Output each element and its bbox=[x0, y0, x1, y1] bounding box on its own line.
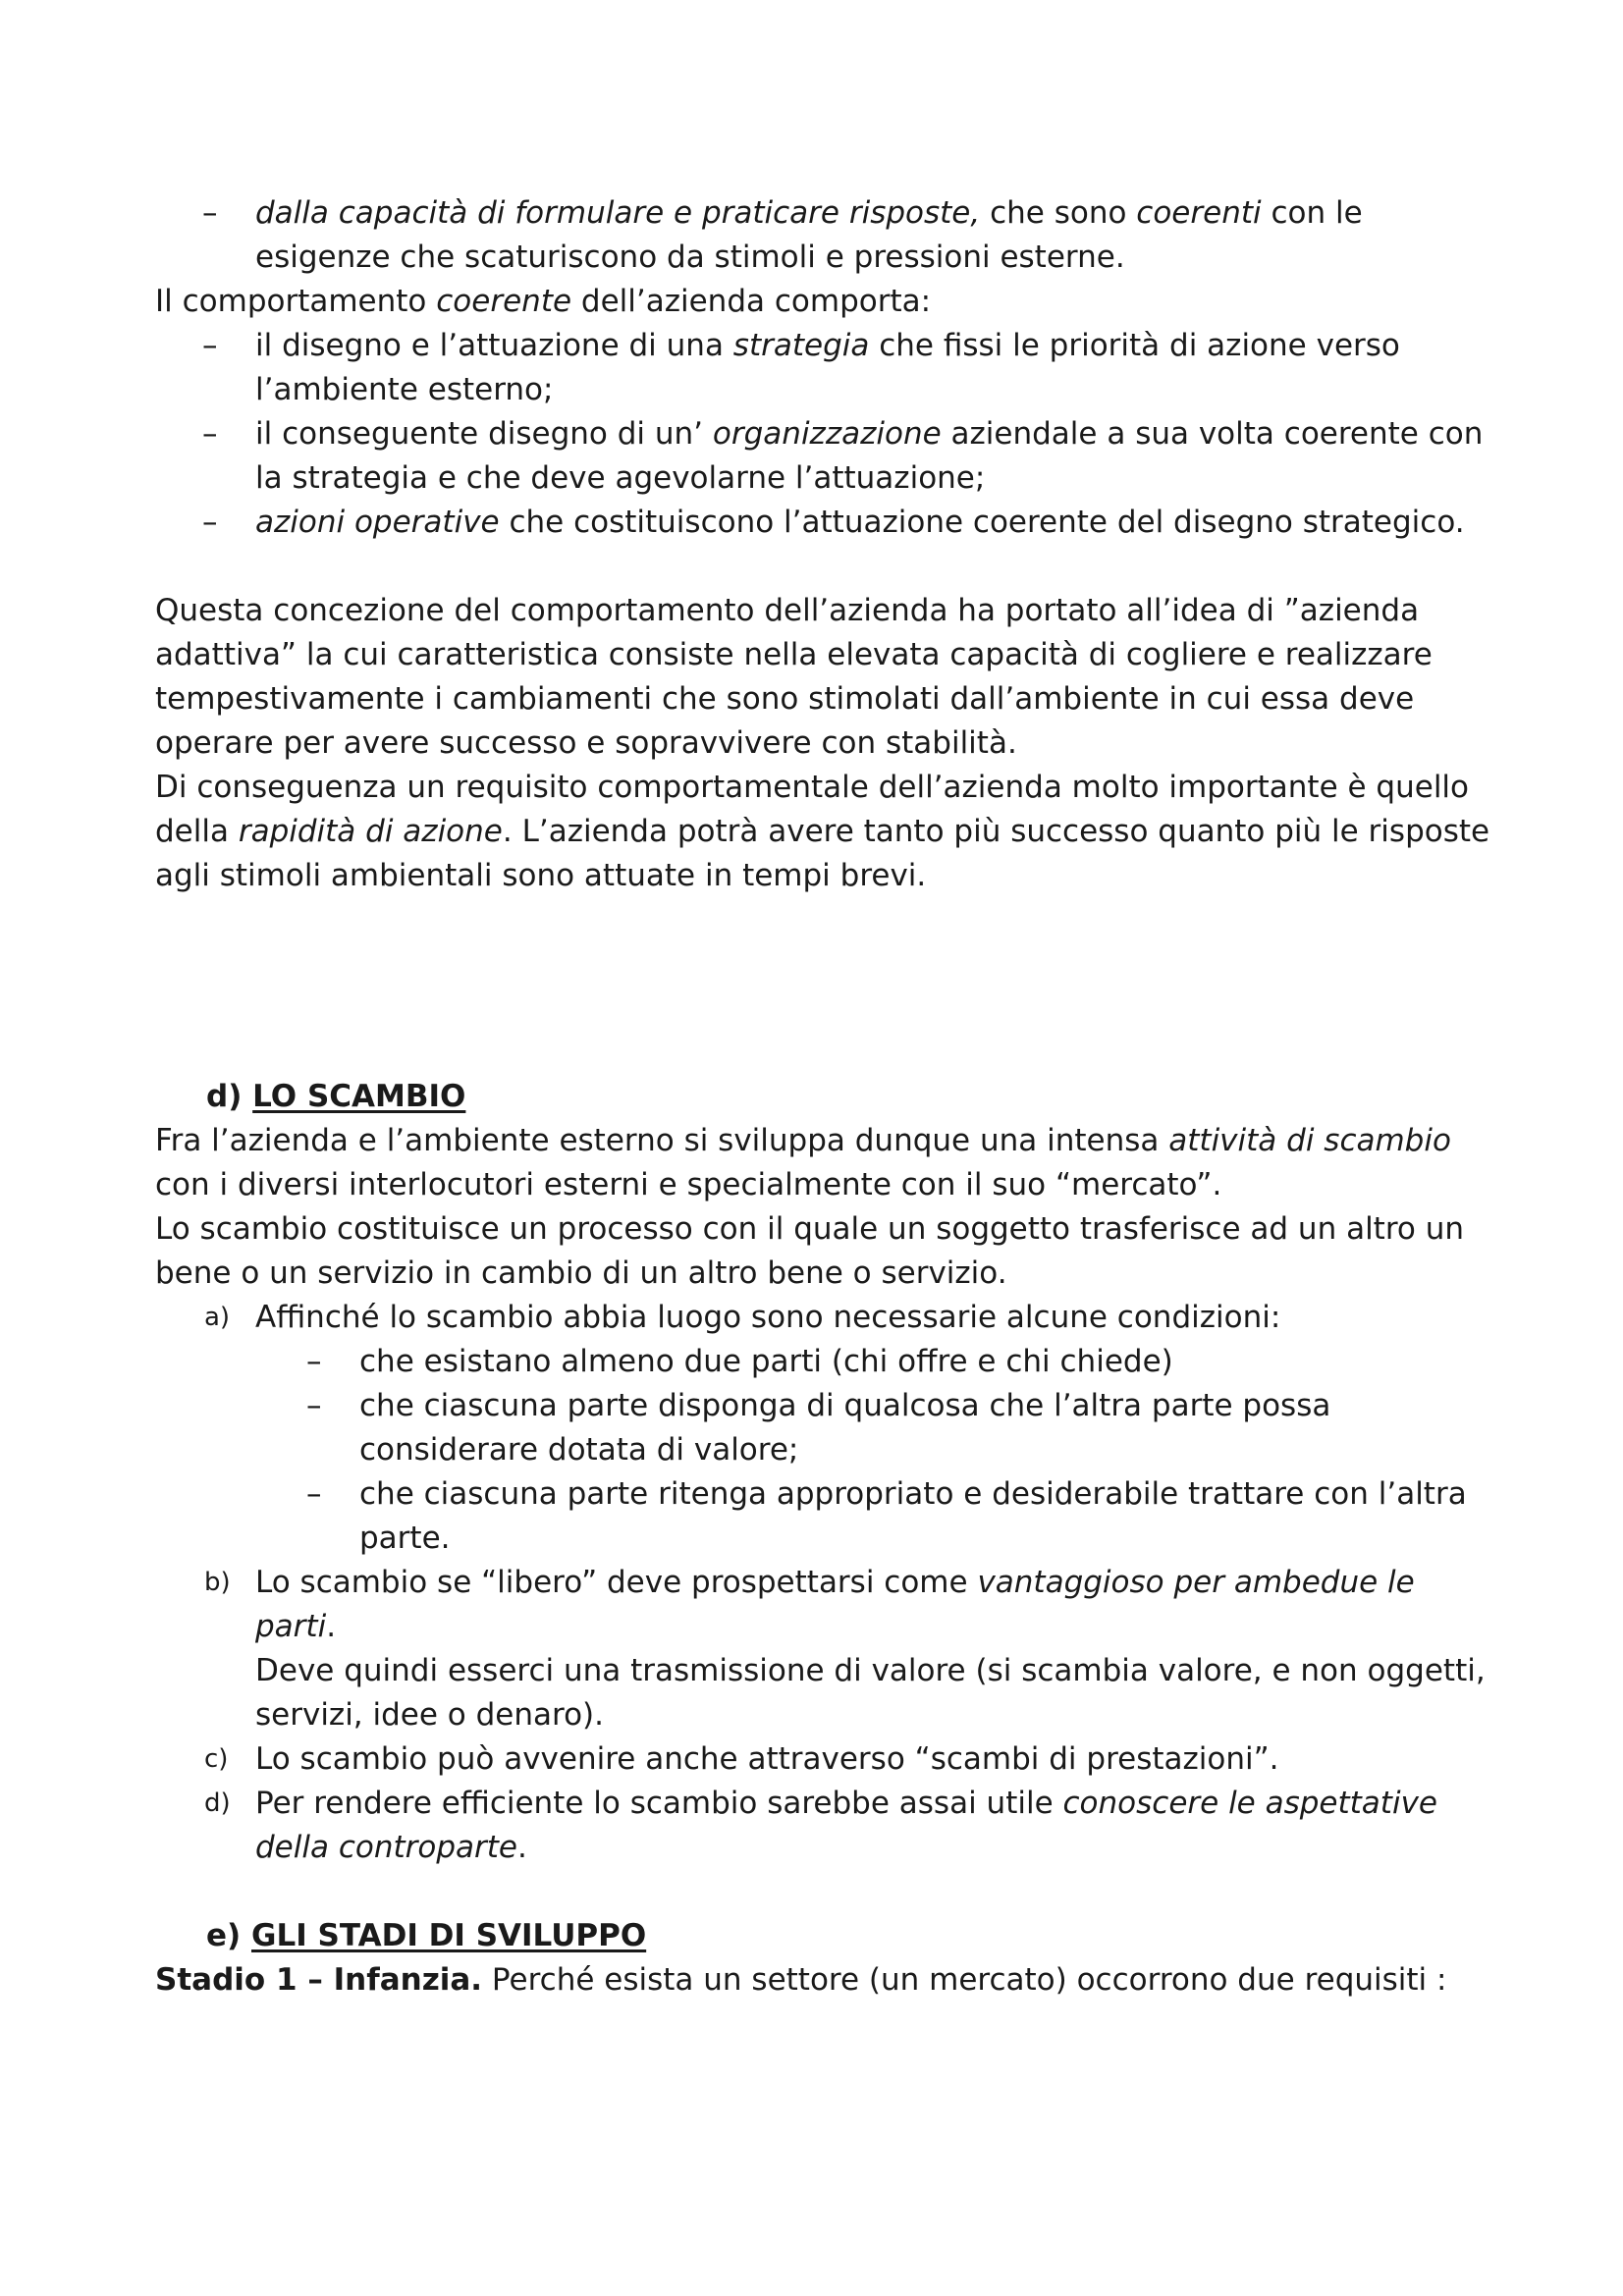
intro-text-2: dell’azienda comporta: bbox=[571, 284, 932, 319]
list-item-d-emph: conoscere le aspettative della controparte bbox=[255, 1786, 1437, 1865]
dash-marker: – bbox=[306, 1388, 322, 1423]
comportamento-intro bbox=[155, 280, 1490, 324]
section-e-heading bbox=[155, 1914, 1490, 1958]
list-item-d bbox=[155, 1782, 1490, 1870]
scambio-p1-text: Fra l’azienda e l’ambiente esterno si sviluppa dunque una intensa bbox=[155, 1123, 1169, 1158]
stadio-1-label: Stadio 1 – Infanzia. bbox=[155, 1962, 483, 1998]
dash-marker: – bbox=[202, 195, 218, 231]
bullet-risposte-emph: dalla capacità di formulare e praticare risposte, bbox=[255, 195, 981, 231]
bullet-organizzazione-text-2: aziendale a sua volta coerente con la strategia e che deve agevolarne l’attuazione; bbox=[255, 416, 1484, 496]
list-item-a-text: Affinché lo scambio abbia luogo sono necessarie alcune condizioni: bbox=[255, 1300, 1281, 1335]
azienda-adattiva-paragraph: Questa concezione del comportamento dell’azienda ha portato all’idea di ”azienda adattiva” la cui caratteristica consiste nella elevata capacità di cogliere e realizzare tempestivamente i cambiamenti che sono stimolati dall’ambiente in cui essa deve operare per avere successo e sopravvivere con stabilità. bbox=[155, 593, 1433, 761]
list-item-d-text: Per rendere efficiente lo scambio sarebbe assai utile bbox=[255, 1786, 1063, 1821]
scambio-paragraph-2: Lo scambio costituisce un processo con il quale un soggetto trasferisce ad un altro un bene o un servizio in cambio di un altro bene o servizio. bbox=[155, 1211, 1465, 1291]
rapidita-text-2: . L’azienda potrà avere tanto più successo quanto più le risposte agli stimoli ambientali sono attuate in tempi brevi. bbox=[155, 814, 1490, 893]
bullet-risposte-text-2: con le esigenze che scaturiscono da stimoli e pressioni esterne. bbox=[255, 195, 1363, 275]
alpha-marker: c) bbox=[204, 1744, 229, 1774]
list-item-b-emph: vantaggioso per ambedue le parti bbox=[255, 1565, 1415, 1644]
dash-marker: – bbox=[306, 1344, 322, 1379]
list-item-c bbox=[155, 1737, 1490, 1782]
stadio-1-paragraph bbox=[155, 1958, 1490, 2002]
list-item-b-continuation: Deve quindi esserci una trasmissione di valore (si scambia valore, e non oggetti, servizi, idee o denaro). bbox=[255, 1653, 1486, 1733]
bullet-organizzazione-emph: organizzazione bbox=[712, 416, 942, 452]
bullet-strategia-text: il disegno e l’attuazione di una bbox=[255, 328, 733, 363]
bullet-strategia-emph: strategia bbox=[732, 328, 870, 363]
bullet-risposte-text: che sono bbox=[980, 195, 1137, 231]
scambio-p1-emph: attività di scambio bbox=[1168, 1123, 1451, 1158]
bullet-azioni bbox=[155, 501, 1490, 545]
list-item-a bbox=[155, 1296, 1490, 1340]
section-e-label: e) bbox=[206, 1918, 251, 1953]
list-item-b bbox=[155, 1561, 1490, 1649]
dash-marker: – bbox=[306, 1476, 322, 1512]
intro-emph: coerente bbox=[436, 284, 572, 319]
bullet-azioni-text: che costituiscono l’attuazione coerente del disegno strategico. bbox=[499, 505, 1465, 540]
sub-item-2 bbox=[155, 1384, 1490, 1472]
alpha-marker: a) bbox=[204, 1303, 231, 1332]
scambio-paragraph-1 bbox=[155, 1119, 1490, 1207]
section-e-title: GLI STADI DI SVILUPPO bbox=[251, 1918, 647, 1953]
alpha-marker: d) bbox=[204, 1789, 231, 1818]
rapidita-text: Di conseguenza un requisito comportamentale dell’azienda molto importante è quello della bbox=[155, 770, 1470, 849]
sub-item-1-text: che esistano almeno due parti (chi offre e chi chiede) bbox=[359, 1344, 1173, 1379]
bullet-risposte-emph-2: coerenti bbox=[1136, 195, 1262, 231]
bullet-risposte bbox=[155, 191, 1490, 280]
sub-item-3-text: che ciascuna parte ritenga appropriato e desiderabile trattare con l’altra parte. bbox=[359, 1476, 1467, 1556]
bullet-strategia bbox=[155, 324, 1490, 412]
scambio-p1-text-2: con i diversi interlocutori esterni e specialmente con il suo “mercato”. bbox=[155, 1167, 1222, 1202]
intro-text: Il comportamento bbox=[155, 284, 437, 319]
stadio-1-text: Perché esista un settore (un mercato) occorrono due requisiti : bbox=[482, 1962, 1447, 1998]
list-item-d-text-2: . bbox=[517, 1830, 527, 1865]
list-item-b-text-2: . bbox=[326, 1609, 337, 1644]
list-item-b-text: Lo scambio se “libero” deve prospettarsi come bbox=[255, 1565, 978, 1600]
dash-marker: – bbox=[202, 505, 218, 540]
bullet-organizzazione-text: il conseguente disegno di un’ bbox=[255, 416, 713, 452]
dash-marker: – bbox=[202, 328, 218, 363]
rapidita-paragraph bbox=[155, 766, 1490, 898]
section-d-title: LO SCAMBIO bbox=[252, 1079, 466, 1114]
rapidita-emph: rapidità di azione bbox=[238, 814, 503, 849]
page-content bbox=[155, 191, 1490, 2002]
sub-item-3 bbox=[155, 1472, 1490, 1561]
list-item-c-text: Lo scambio può avvenire anche attraverso “scambi di prestazioni”. bbox=[255, 1741, 1279, 1777]
alpha-marker: b) bbox=[204, 1568, 231, 1597]
sub-item-1 bbox=[155, 1340, 1490, 1384]
sub-item-2-text: che ciascuna parte disponga di qualcosa che l’altra parte possa considerare dotata di valore; bbox=[359, 1388, 1331, 1468]
section-d-label: d) bbox=[206, 1079, 253, 1114]
dash-marker: – bbox=[202, 416, 218, 452]
bullet-strategia-text-2: che fissi le priorità di azione verso l’ambiente esterno; bbox=[255, 328, 1400, 407]
bullet-azioni-emph: azioni operative bbox=[255, 505, 500, 540]
section-d-heading bbox=[155, 1075, 1490, 1119]
bullet-organizzazione bbox=[155, 412, 1490, 501]
